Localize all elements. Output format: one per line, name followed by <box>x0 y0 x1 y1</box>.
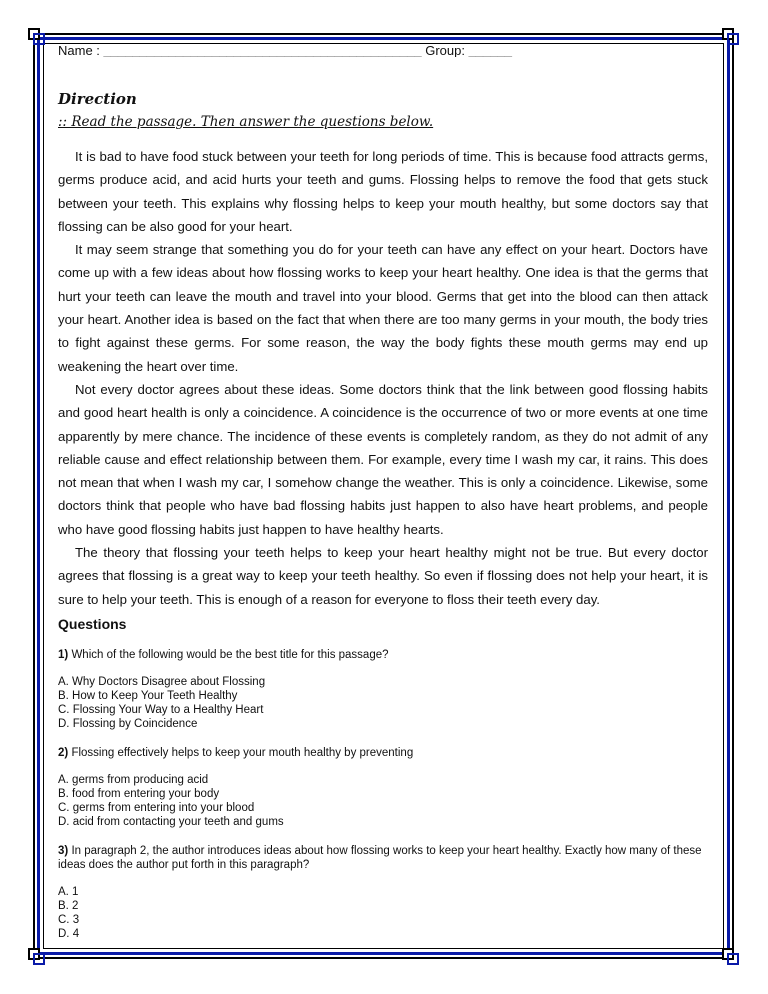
worksheet-content <box>58 40 708 941</box>
question-1-option-d[interactable]: D. Flossing by Coincidence <box>58 717 198 730</box>
question-3-text <box>58 844 708 872</box>
question-2-option-c[interactable]: C. germs from entering into your blood <box>58 801 255 814</box>
corner-ornament-top-right <box>722 28 740 46</box>
question-2-text <box>58 746 708 760</box>
question-3-option-d[interactable]: D. 4 <box>58 927 80 940</box>
question-1-option-b[interactable]: B. How to Keep Your Teeth Healthy <box>58 689 238 702</box>
corner-ornament-top-left <box>28 28 46 46</box>
question-3-prompt: In paragraph 2, the author introduces ideas about how flossing works to keep your heart healthy. Exactly how many of these ideas does the author put forth in this paragraph? <box>58 844 702 871</box>
question-2-option-b[interactable]: B. food from entering your body <box>58 787 220 800</box>
question-2-option-d[interactable]: D. acid from contacting your teeth and gums <box>58 815 284 828</box>
question-3 <box>58 844 708 941</box>
question-2 <box>58 746 708 829</box>
passage-paragraph-3: Not every doctor agrees about these ideas. Some doctors think that the link between good flossing habits and good heart health is only a coincidence. A coincidence is the occurrence of two or more events at one time apparently by mere chance. The incidence of these events is completely random, as they do not admit of any reliable cause and effect relationship between them. For example, every time I wash my car, it rains. This does not mean that when I wash my car, I somehow change the weather. This is only a coincidence. Likewise, some doctors think that people who have bad flossing habits just happen to also have heart problems, and people who have good flossing habits just happen to have healthy hearts. <box>58 381 708 537</box>
question-1-number: 1) <box>58 648 69 661</box>
passage-paragraph-2: It may seem strange that something you do for your teeth can have any effect on your heart. Doctors have come up with a few ideas about how flossing works to keep your heart healthy. One idea is that the germs that hurt your teeth can leave the mouth and travel into your blood. Germs that get into the blood can then attack your heart. Another idea is based on the fact that when there are too many germs in your mouth, the body tries to fight against these germs. For some reason, the way the body fights these mouth germs may end up weakening the heart over time. <box>58 242 708 374</box>
name-group-line: Name : ____________________________________________ Group: ______ <box>58 43 512 57</box>
question-1 <box>58 648 708 731</box>
question-3-option-a[interactable]: A. 1 <box>58 885 79 898</box>
question-1-option-a[interactable]: A. Why Doctors Disagree about Flossing <box>58 675 266 688</box>
question-1-text <box>58 648 708 662</box>
direction-title: Direction <box>58 90 137 108</box>
passage-paragraph-4: The theory that flossing your teeth helps to keep your heart healthy might not be true. But every doctor agrees that flossing is a great way to keep your teeth healthy. So even if flossing does not help your heart, it is sure to help your teeth. This is enough of a reason for everyone to floss their teeth every day. <box>58 545 708 607</box>
question-1-prompt: Which of the following would be the best title for this passage? <box>71 648 389 661</box>
question-3-option-b[interactable]: B. 2 <box>58 899 79 912</box>
questions-heading: Questions <box>58 615 127 632</box>
question-3-number: 3) <box>58 844 69 857</box>
reading-passage <box>58 145 708 611</box>
question-3-options <box>58 885 708 941</box>
direction-instruction: :: Read the passage. Then answer the questions below. <box>58 114 434 130</box>
passage-paragraph-1: It is bad to have food stuck between your teeth for long periods of time. This is because food attracts germs, germs produce acid, and acid hurts your teeth and gums. Flossing helps to remove the food that gets stuck between your teeth. This explains why flossing helps to keep your mouth healthy, but some doctors say that flossing can be also good for your heart. <box>58 149 708 234</box>
question-2-option-a[interactable]: A. germs from producing acid <box>58 773 209 786</box>
question-2-options <box>58 773 708 829</box>
corner-ornament-bottom-right <box>722 948 740 966</box>
corner-ornament-bottom-left <box>28 948 46 966</box>
question-2-prompt: Flossing effectively helps to keep your mouth healthy by preventing <box>71 746 414 759</box>
question-1-options <box>58 675 708 731</box>
question-1-option-c[interactable]: C. Flossing Your Way to a Healthy Heart <box>58 703 264 716</box>
question-3-option-c[interactable]: C. 3 <box>58 913 80 926</box>
question-2-number: 2) <box>58 746 69 759</box>
